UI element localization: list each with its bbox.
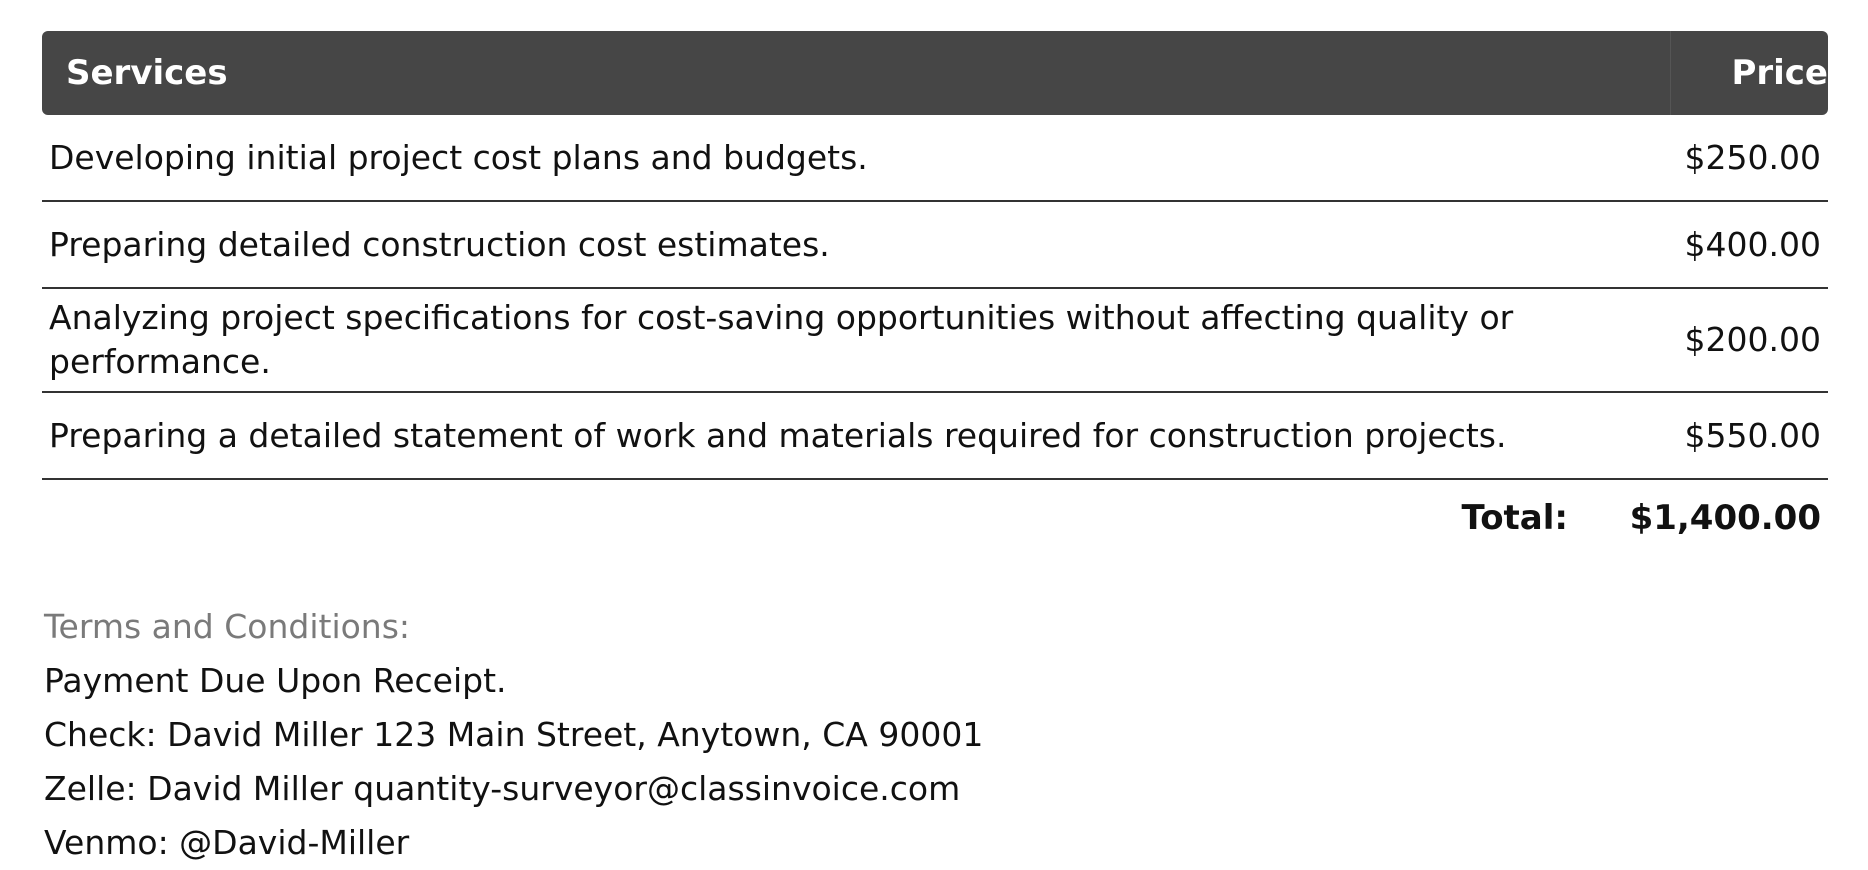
service-price: $550.00 [1670,392,1828,479]
total-row [42,480,1828,562]
total-amount: $1,400.00 [1629,498,1821,538]
table-row [42,392,1828,479]
services-table-body [42,115,1828,479]
service-description: Preparing a detailed statement of work and materials required for construction projects. [42,392,1670,479]
service-price: $250.00 [1670,115,1828,201]
terms-heading: Terms and Conditions: [44,607,411,646]
check-payment-line: Check: David Miller 123 Main Street, Anytown, CA 90001 [44,715,984,754]
services-column-header: Services [42,31,1670,115]
terms-and-conditions [44,600,1244,870]
table-row [42,201,1828,288]
zelle-payment-line: Zelle: David Miller quantity-surveyor@classinvoice.com [44,769,961,808]
service-description: Analyzing project specifications for cost-saving opportunities without affecting quality or performance. [42,288,1670,392]
service-price: $400.00 [1670,201,1828,288]
service-description: Developing initial project cost plans and budgets. [42,115,1670,201]
table-row [42,115,1828,201]
price-column-header-label: Price [1731,53,1828,93]
price-column-header [1670,31,1828,115]
services-table-header [42,31,1828,115]
total-label: Total: [1461,498,1568,538]
invoice-services-section [42,31,1828,562]
venmo-payment-line: Venmo: @David-Miller [44,823,410,862]
payment-terms-line: Payment Due Upon Receipt. [44,661,507,700]
service-price: $200.00 [1670,288,1828,392]
header-row [42,31,1828,115]
table-row [42,288,1828,392]
services-table [42,31,1828,480]
service-description: Preparing detailed construction cost estimates. [42,201,1670,288]
